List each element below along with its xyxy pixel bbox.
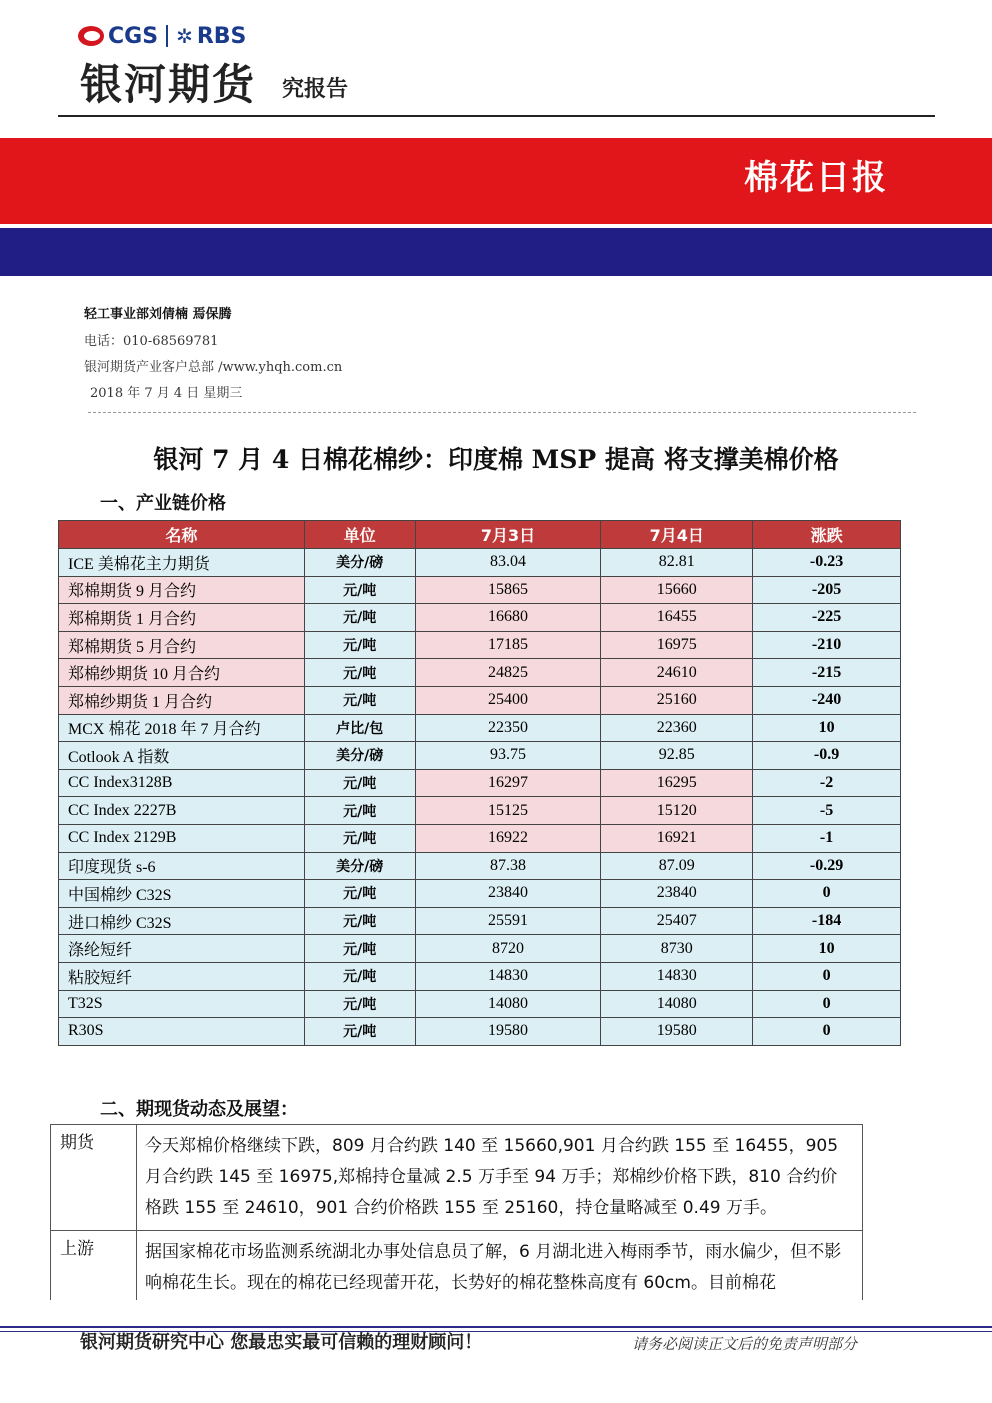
cell-name: 郑棉纱期货 1 月合约 bbox=[59, 686, 305, 714]
cell-date2-value: 25160 bbox=[601, 686, 753, 714]
cell-name: ICE 美棉花主力期货 bbox=[59, 549, 305, 577]
cell-date1-value: 25400 bbox=[415, 686, 601, 714]
table-row bbox=[59, 907, 901, 935]
cell-change: -0.23 bbox=[753, 549, 901, 577]
author-line: 轻工事业部刘倩楠 焉保腾 bbox=[84, 307, 232, 322]
report-type: 究报告 bbox=[282, 77, 349, 102]
cell-name: 粘胶短纤 bbox=[59, 962, 305, 990]
cell-change: -215 bbox=[753, 659, 901, 687]
cell-name: 郑棉纱期货 10 月合约 bbox=[59, 659, 305, 687]
cell-unit: 美分/磅 bbox=[304, 742, 415, 770]
cell-unit: 元/吨 bbox=[304, 659, 415, 687]
cell-date1-value: 24825 bbox=[415, 659, 601, 687]
table-row bbox=[59, 714, 901, 742]
cell-change: 0 bbox=[753, 880, 901, 908]
header-change: 涨跌 bbox=[753, 521, 901, 549]
cell-date1-value: 19580 bbox=[415, 1018, 601, 1046]
table-row bbox=[59, 604, 901, 632]
price-table bbox=[58, 520, 901, 1046]
cell-name: 中国棉纱 C32S bbox=[59, 880, 305, 908]
cell-unit: 美分/磅 bbox=[304, 852, 415, 880]
cell-date1-value: 8720 bbox=[415, 935, 601, 963]
table-row bbox=[59, 962, 901, 990]
outlook-label: 上游 bbox=[51, 1231, 137, 1306]
cell-unit: 元/吨 bbox=[304, 797, 415, 825]
cell-change: 10 bbox=[753, 935, 901, 963]
rbs-logo-icon: ✲ bbox=[176, 24, 193, 48]
cell-name: 郑棉期货 5 月合约 bbox=[59, 631, 305, 659]
header-name: 名称 bbox=[59, 521, 305, 549]
cell-date2-value: 87.09 bbox=[601, 852, 753, 880]
cell-date2-value: 16975 bbox=[601, 631, 753, 659]
outlook-text: 今天郑棉价格继续下跌，809 月合约跌 140 至 15660,901 月合约跌 155 至 16455，905 月合约跌 145 至 16975,郑棉持仓量减 2.5 万手至 94 万手；郑棉纱价格下跌，810 合约价格跌 155 至 24610，901 合约价格跌 155 至 25160，持仓量略减至 0.49 万手。 bbox=[137, 1125, 863, 1231]
table-row bbox=[59, 631, 901, 659]
cell-date2-value: 15120 bbox=[601, 797, 753, 825]
price-table-body bbox=[59, 549, 901, 1046]
header-unit: 单位 bbox=[304, 521, 415, 549]
outlook-label: 期货 bbox=[51, 1125, 137, 1231]
cell-date2-value: 23840 bbox=[601, 880, 753, 908]
cell-date2-value: 82.81 bbox=[601, 549, 753, 577]
phone-line: 电话：010-68569781 bbox=[84, 334, 219, 349]
cell-name: 涤纶短纤 bbox=[59, 935, 305, 963]
table-row bbox=[59, 852, 901, 880]
cell-change: 0 bbox=[753, 1018, 901, 1046]
cell-date2-value: 14830 bbox=[601, 962, 753, 990]
cell-change: -240 bbox=[753, 686, 901, 714]
table-row bbox=[59, 824, 901, 852]
cell-change: -1 bbox=[753, 824, 901, 852]
logo-cgs-text: CGS bbox=[108, 23, 159, 49]
cell-name: T32S bbox=[59, 990, 305, 1018]
cell-unit: 元/吨 bbox=[304, 604, 415, 632]
website-line: 银河期货产业客户总部 /www.yhqh.com.cn bbox=[84, 360, 343, 375]
footer-slogan: 银河期货研究中心 您最忠实最可信赖的理财顾问！ bbox=[80, 1332, 483, 1353]
cell-name: 印度现货 s-6 bbox=[59, 852, 305, 880]
table-row bbox=[59, 1018, 901, 1046]
cell-date1-value: 87.38 bbox=[415, 852, 601, 880]
table-row bbox=[59, 769, 901, 797]
date-line: 2018 年 7 月 4 日 星期三 bbox=[90, 386, 243, 401]
cell-date1-value: 93.75 bbox=[415, 742, 601, 770]
cell-unit: 元/吨 bbox=[304, 935, 415, 963]
banner-blue-band bbox=[0, 228, 992, 276]
cell-change: 0 bbox=[753, 962, 901, 990]
table-header-row bbox=[59, 521, 901, 549]
footer-disclaimer-note: 请务必阅读正文后的免责声明部分 bbox=[632, 1335, 858, 1353]
cell-date1-value: 14080 bbox=[415, 990, 601, 1018]
cell-name: 进口棉纱 C32S bbox=[59, 907, 305, 935]
cell-name: Cotlook A 指数 bbox=[59, 742, 305, 770]
cell-change: -0.9 bbox=[753, 742, 901, 770]
outlook-table bbox=[50, 1124, 863, 1306]
cell-date1-value: 15865 bbox=[415, 576, 601, 604]
cell-unit: 元/吨 bbox=[304, 962, 415, 990]
table-row bbox=[59, 576, 901, 604]
cgs-logo-icon bbox=[78, 26, 104, 46]
cell-change: 10 bbox=[753, 714, 901, 742]
cell-change: -2 bbox=[753, 769, 901, 797]
cell-date1-value: 14830 bbox=[415, 962, 601, 990]
dashed-divider bbox=[88, 412, 916, 413]
cell-date1-value: 22350 bbox=[415, 714, 601, 742]
cell-name: MCX 棉花 2018 年 7 月合约 bbox=[59, 714, 305, 742]
cell-change: -225 bbox=[753, 604, 901, 632]
cell-date2-value: 25407 bbox=[601, 907, 753, 935]
cell-unit: 元/吨 bbox=[304, 769, 415, 797]
header-divider bbox=[58, 115, 935, 117]
cell-change: -184 bbox=[753, 907, 901, 935]
logo-divider bbox=[166, 25, 168, 47]
cell-unit: 元/吨 bbox=[304, 907, 415, 935]
cell-change: -5 bbox=[753, 797, 901, 825]
cell-change: -0.29 bbox=[753, 852, 901, 880]
cell-unit: 元/吨 bbox=[304, 576, 415, 604]
cell-date2-value: 92.85 bbox=[601, 742, 753, 770]
cell-date2-value: 22360 bbox=[601, 714, 753, 742]
cell-change: -210 bbox=[753, 631, 901, 659]
cell-name: CC Index3128B bbox=[59, 769, 305, 797]
cell-name: CC Index 2129B bbox=[59, 824, 305, 852]
table-row bbox=[59, 742, 901, 770]
cell-unit: 元/吨 bbox=[304, 990, 415, 1018]
cell-date1-value: 15125 bbox=[415, 797, 601, 825]
header-date1: 7月3日 bbox=[415, 521, 601, 549]
cell-change: -205 bbox=[753, 576, 901, 604]
outlook-text: 据国家棉花市场监测系统湖北办事处信息员了解，6 月湖北进入梅雨季节，雨水偏少，但不影响棉花生长。现在的棉花已经现蕾开花，长势好的棉花整株高度有 60cm。目前棉花 bbox=[137, 1231, 863, 1306]
table-row bbox=[59, 549, 901, 577]
cell-name: R30S bbox=[59, 1018, 305, 1046]
cell-date2-value: 8730 bbox=[601, 935, 753, 963]
cell-unit: 美分/磅 bbox=[304, 549, 415, 577]
cell-date1-value: 16297 bbox=[415, 769, 601, 797]
cell-unit: 卢比/包 bbox=[304, 714, 415, 742]
cell-date1-value: 16680 bbox=[415, 604, 601, 632]
cell-unit: 元/吨 bbox=[304, 631, 415, 659]
cell-unit: 元/吨 bbox=[304, 880, 415, 908]
table-row bbox=[59, 686, 901, 714]
cell-date2-value: 15660 bbox=[601, 576, 753, 604]
cell-date2-value: 16921 bbox=[601, 824, 753, 852]
report-title: 银河 7 月 4 日棉花棉纱：印度棉 MSP 提高 将支撑美棉价格 bbox=[153, 445, 839, 474]
table-row bbox=[59, 880, 901, 908]
table-row bbox=[59, 990, 901, 1018]
header-date2: 7月4日 bbox=[601, 521, 753, 549]
cell-date1-value: 25591 bbox=[415, 907, 601, 935]
cell-date1-value: 83.04 bbox=[415, 549, 601, 577]
cell-date1-value: 23840 bbox=[415, 880, 601, 908]
outlook-row bbox=[51, 1231, 863, 1306]
cell-unit: 元/吨 bbox=[304, 824, 415, 852]
banner-title: 棉花日报 bbox=[744, 158, 888, 198]
outlook-row bbox=[51, 1125, 863, 1231]
cell-name: 郑棉期货 9 月合约 bbox=[59, 576, 305, 604]
cell-date2-value: 16455 bbox=[601, 604, 753, 632]
cell-unit: 元/吨 bbox=[304, 1018, 415, 1046]
cell-date2-value: 16295 bbox=[601, 769, 753, 797]
cell-date2-value: 19580 bbox=[601, 1018, 753, 1046]
cell-date1-value: 16922 bbox=[415, 824, 601, 852]
cell-name: 郑棉期货 1 月合约 bbox=[59, 604, 305, 632]
cell-change: 0 bbox=[753, 990, 901, 1018]
logo-rbs-text: RBS bbox=[196, 23, 247, 49]
outlook-table-body bbox=[51, 1125, 863, 1306]
cell-date2-value: 24610 bbox=[601, 659, 753, 687]
table-row bbox=[59, 935, 901, 963]
cell-date1-value: 17185 bbox=[415, 631, 601, 659]
logo bbox=[78, 22, 246, 50]
section-heading-outlook: 二、期现货动态及展望： bbox=[100, 1099, 298, 1120]
cell-date2-value: 14080 bbox=[601, 990, 753, 1018]
company-name: 银河期货 bbox=[80, 60, 257, 109]
cell-name: CC Index 2227B bbox=[59, 797, 305, 825]
cell-unit: 元/吨 bbox=[304, 686, 415, 714]
section-heading-prices: 一、产业链价格 bbox=[100, 493, 226, 514]
table-row bbox=[59, 797, 901, 825]
table-row bbox=[59, 659, 901, 687]
